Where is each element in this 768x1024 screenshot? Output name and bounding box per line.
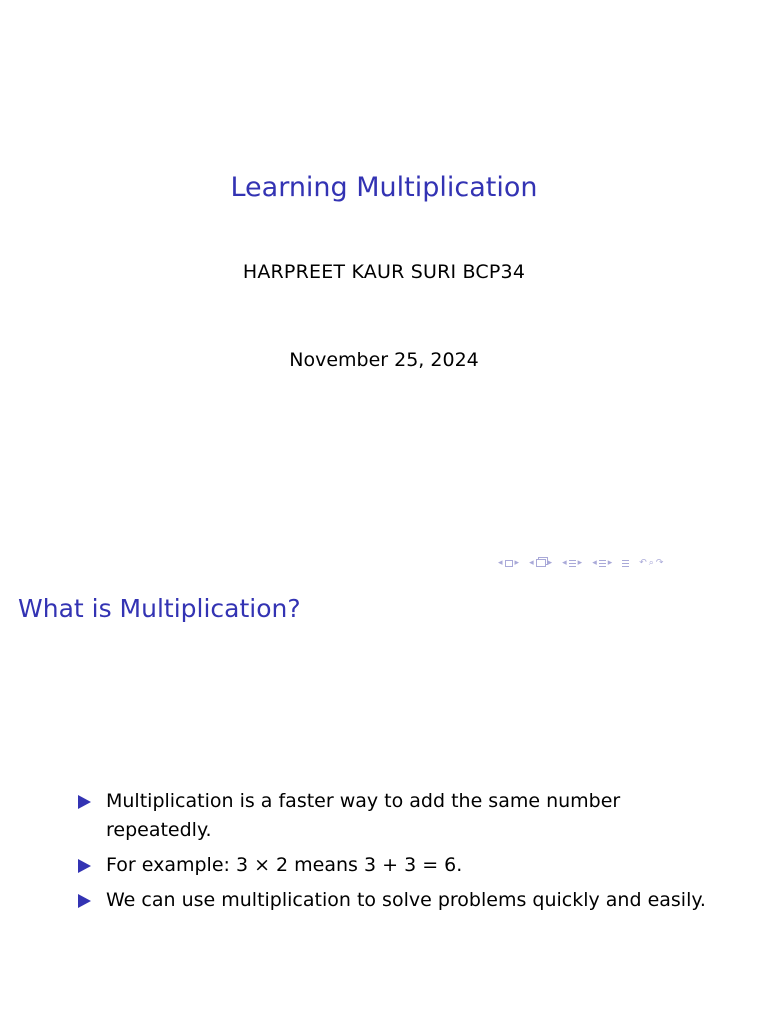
nav-frame-group[interactable] xyxy=(528,559,553,568)
triangle-bullet-icon xyxy=(78,795,91,809)
presentation-date: November 25, 2024 xyxy=(289,349,479,371)
nav-left-arrow-icon[interactable]: ◂ xyxy=(498,557,503,568)
list-item xyxy=(76,787,726,845)
nav-right-arrow-icon[interactable]: ▸ xyxy=(514,557,520,568)
triangle-bullet-icon xyxy=(78,859,91,873)
nav-right-arrow-icon[interactable]: ▸ xyxy=(577,557,583,568)
author-name: HARPREET KAUR SURI BCP34 xyxy=(242,261,526,283)
nav-redo-icon[interactable]: ↷ xyxy=(655,557,664,568)
presentation-title: Learning Multiplication xyxy=(230,172,538,203)
content-slide xyxy=(0,576,768,1024)
nav-search-icon[interactable]: ⌕ xyxy=(648,557,654,568)
nav-frame-icon[interactable] xyxy=(536,559,546,567)
bullet-list xyxy=(76,787,726,921)
frame-title: What is Multiplication? xyxy=(18,594,301,623)
nav-left-arrow-icon[interactable]: ◂ xyxy=(592,557,597,568)
nav-left-arrow-icon[interactable]: ◂ xyxy=(562,557,567,568)
bullet-text: Multiplication is a faster way to add the same number repeatedly. xyxy=(106,790,621,841)
triangle-bullet-icon xyxy=(78,894,91,908)
list-item xyxy=(76,851,726,880)
nav-doc-group[interactable] xyxy=(621,560,630,567)
beamer-navigation-bar xyxy=(497,555,672,571)
nav-slide-group[interactable] xyxy=(497,559,520,568)
list-item xyxy=(76,886,726,915)
nav-right-arrow-icon[interactable]: ▸ xyxy=(547,557,553,568)
nav-section-group[interactable] xyxy=(591,559,613,568)
nav-search-group[interactable] xyxy=(638,559,664,568)
nav-subsection-group[interactable] xyxy=(561,559,583,568)
nav-subsection-icon[interactable] xyxy=(569,560,576,567)
nav-slide-icon[interactable] xyxy=(505,560,513,567)
nav-left-arrow-icon[interactable]: ◂ xyxy=(529,557,534,568)
bullet-text: For example: 3 × 2 means 3 + 3 = 6. xyxy=(106,854,463,876)
bullet-text: We can use multiplication to solve problems quickly and easily. xyxy=(106,889,706,911)
nav-section-icon[interactable] xyxy=(599,560,606,567)
nav-undo-icon[interactable]: ↶ xyxy=(639,557,647,568)
nav-doc-icon[interactable] xyxy=(622,560,629,567)
nav-right-arrow-icon[interactable]: ▸ xyxy=(607,557,613,568)
